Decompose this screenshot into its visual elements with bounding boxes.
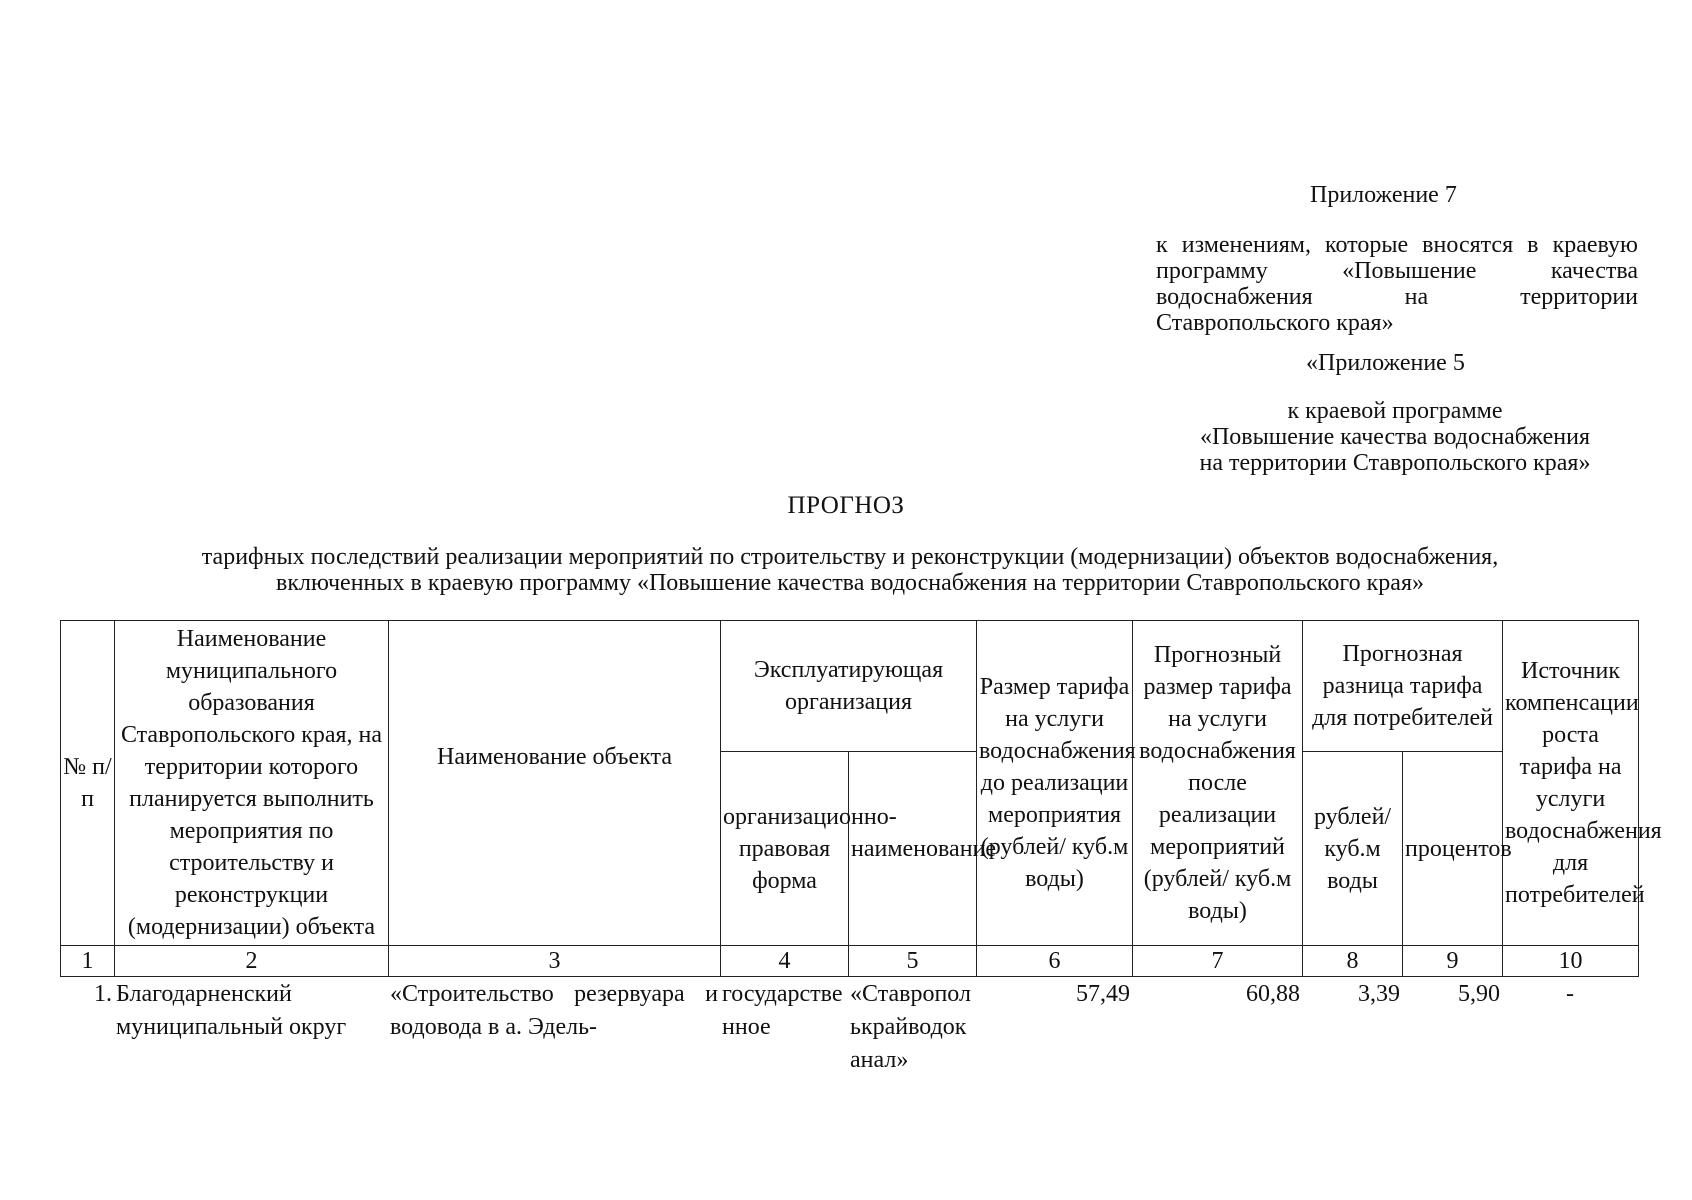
column-number: 9 xyxy=(1403,946,1503,977)
row-num: 1. xyxy=(94,981,112,1007)
appendix-7-text: к изменениям, которые вносятся в краевую программу «Повышение качества водоснабжения на территории Ставропольского края» xyxy=(1156,232,1638,336)
header-compensation: Источник компенсации роста тарифа на услуги водоснабжения для потребителей xyxy=(1503,621,1639,946)
header-operator-form: организационно-правовая форма xyxy=(721,752,849,946)
row-diff-pct: 5,90 xyxy=(1458,981,1500,1007)
row-compensation: - xyxy=(1566,981,1574,1007)
forecast-table-body xyxy=(60,978,1638,1077)
column-number: 5 xyxy=(849,946,977,977)
header-difference: Прогнозная разница тарифа для потребителей xyxy=(1303,621,1503,752)
subtitle-line1: тарифных последствий реализации мероприятий по строительству и реконструкции (модернизации) объектов водоснабжения, xyxy=(201,544,1499,570)
header-municipality: Наименование муниципального образования Ставропольского края, на территории которого планируется выполнить мероприятия по строительству и реконструкции (модернизации) объекта xyxy=(115,621,389,946)
appendix-7-label: Приложение 7 xyxy=(1310,182,1457,208)
document-subtitle xyxy=(60,544,1640,596)
table-row xyxy=(60,978,1638,1077)
program-reference-line3: на территории Ставропольского края» xyxy=(1199,450,1591,476)
header-tariff-before: Размер тарифа на услуги водоснабжения до реализации мероприятия (рублей/ куб.м воды) xyxy=(977,621,1133,946)
column-number: 8 xyxy=(1303,946,1403,977)
column-number: 10 xyxy=(1503,946,1639,977)
header-num: № п/п xyxy=(61,621,115,946)
header-tariff-after: Прогнозный размер тарифа на услуги водоснабжения после реализации мероприятий (рублей/ куб.м воды) xyxy=(1133,621,1303,946)
column-number: 2 xyxy=(115,946,389,977)
row-object: «Строительство резервуара и водовода в а. Эдель- xyxy=(390,981,718,1040)
column-number: 1 xyxy=(61,946,115,977)
program-reference-line1: к краевой программе xyxy=(1287,398,1503,424)
appendix-5-label: «Приложение 5 xyxy=(1306,350,1465,376)
forecast-table-header xyxy=(60,620,1662,977)
program-reference-line2: «Повышение качества водоснабжения xyxy=(1199,424,1591,450)
row-form: государственное xyxy=(722,981,843,1040)
header-diff-pct: процентов xyxy=(1403,752,1503,946)
row-diff-rub: 3,39 xyxy=(1358,981,1400,1007)
subtitle-line2: включенных в краевую программу «Повышение качества водоснабжения на территории Ставропольского края» xyxy=(276,570,1424,596)
header-diff-rub: рублей/ куб.м воды xyxy=(1303,752,1403,946)
header-operator: Эксплуатирующая организация xyxy=(721,621,977,752)
header-operator-name: наименование xyxy=(849,752,977,946)
column-number: 7 xyxy=(1133,946,1303,977)
column-number: 4 xyxy=(721,946,849,977)
row-name: «Ставрополькрайводоканал» xyxy=(850,981,971,1073)
column-number: 3 xyxy=(389,946,721,977)
document-title: ПРОГНОЗ xyxy=(787,492,905,519)
column-number: 6 xyxy=(977,946,1133,977)
program-reference xyxy=(1160,398,1630,476)
row-tariff-after: 60,88 xyxy=(1246,981,1300,1007)
row-tariff-before: 57,49 xyxy=(1076,981,1130,1007)
header-object: Наименование объекта xyxy=(389,621,721,946)
row-municipality: Благодарненский муниципальный округ xyxy=(116,981,347,1040)
